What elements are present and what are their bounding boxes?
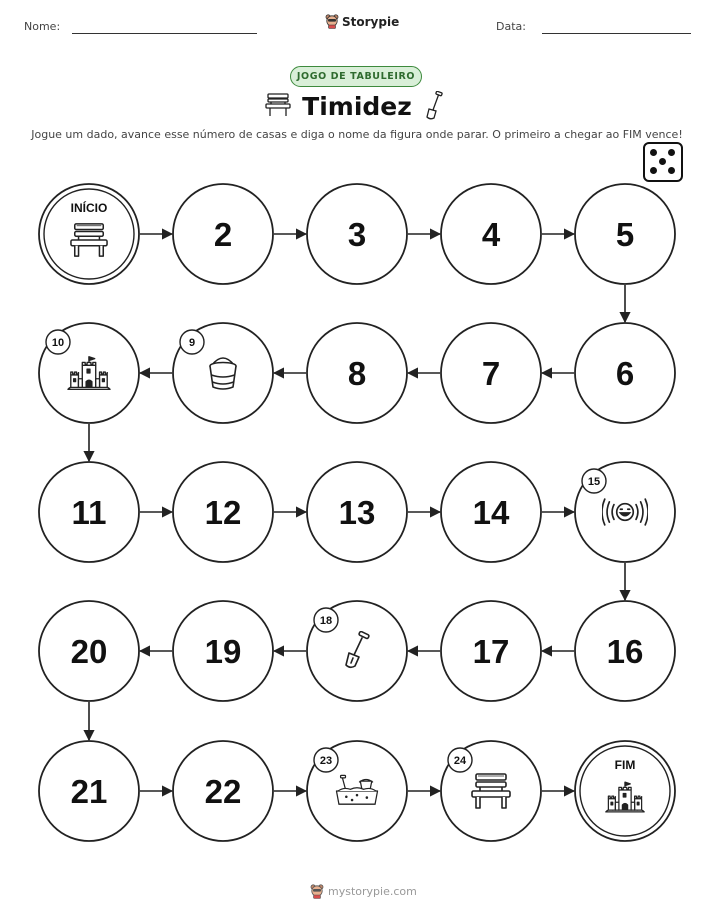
board-space-14: [441, 462, 541, 562]
footer: [310, 884, 417, 899]
space-number: 15: [587, 476, 601, 488]
space-number: 23: [319, 755, 333, 767]
bucket-icon: [210, 358, 236, 389]
finish-space: [575, 741, 675, 841]
space-number: 7: [481, 355, 501, 392]
start-space: [39, 184, 139, 284]
space-number: 12: [204, 494, 242, 531]
space-number: 10: [51, 337, 65, 349]
instructions: Jogue um dado, avance esse número de casas e diga o nome da figura onde parar. O primeiro a chegar ao FIM vence!: [31, 128, 683, 141]
footer-url: mystorypie.com: [328, 885, 417, 898]
space-number: 19: [204, 633, 242, 670]
space-number: 16: [606, 633, 644, 670]
space-number: 13: [338, 494, 376, 531]
board-space-24: [441, 741, 541, 841]
space-number: 21: [70, 773, 108, 810]
board-space-8: [307, 323, 407, 423]
space-number: 18: [319, 615, 333, 627]
game-type-badge: JOGO DE TABULEIRO: [290, 66, 422, 87]
space-number: 4: [481, 216, 501, 253]
space-number: 3: [347, 216, 367, 253]
board-space-3: [307, 184, 407, 284]
board-space-21: [39, 741, 139, 841]
space-number: 6: [615, 355, 635, 392]
board-space-4: [441, 184, 541, 284]
storypie-mascot-icon: [310, 884, 324, 899]
board-space-23: [307, 741, 407, 841]
board-space-10: [39, 323, 139, 423]
board-space-9: [173, 323, 273, 423]
board-space-12: [173, 462, 273, 562]
space-number: 2: [213, 216, 233, 253]
space-number: 14: [472, 494, 510, 531]
board-space-17: [441, 601, 541, 701]
board-space-6: [575, 323, 675, 423]
space-number: 20: [70, 633, 108, 670]
space-number: 8: [347, 355, 367, 392]
page-title: Timidez: [302, 92, 412, 121]
board-space-15: [575, 462, 675, 562]
board-space-22: [173, 741, 273, 841]
board-space-16: [575, 601, 675, 701]
board-space-20: [39, 601, 139, 701]
space-number: 22: [204, 773, 242, 810]
board-space-18: [307, 601, 407, 701]
board-space-19: [173, 601, 273, 701]
board-space-11: [39, 462, 139, 562]
space-number: 5: [615, 216, 635, 253]
board-space-2: [173, 184, 273, 284]
brand-name: Storypie: [342, 14, 400, 29]
start-label: INÍCIO: [70, 201, 108, 215]
board-space-5: [575, 184, 675, 284]
finish-label: FIM: [614, 758, 636, 772]
board-space-7: [441, 323, 541, 423]
board-space-13: [307, 462, 407, 562]
space-number: 24: [453, 755, 467, 767]
name-label: Nome:: [24, 20, 61, 33]
space-number: 17: [472, 633, 510, 670]
date-label: Data:: [496, 20, 526, 33]
space-number: 11: [71, 494, 107, 531]
space-number: 9: [188, 337, 196, 349]
